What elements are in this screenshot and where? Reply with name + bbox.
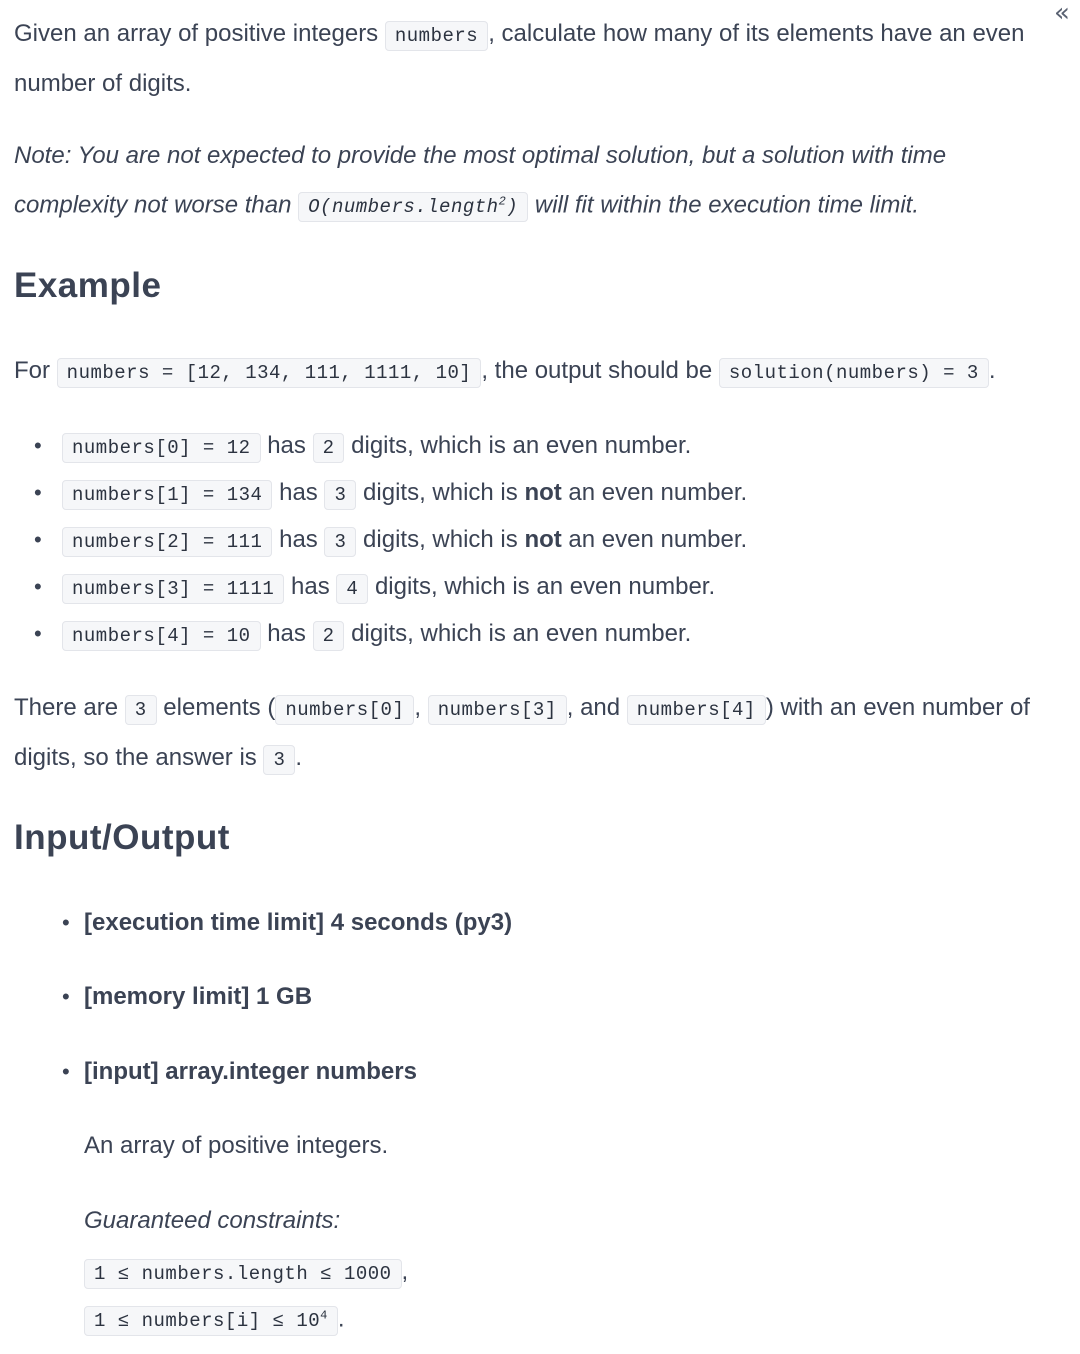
summary-text: , bbox=[414, 694, 428, 721]
example-intro bbox=[14, 347, 1080, 397]
list-item bbox=[34, 563, 1062, 610]
summary-code-answer: 3 bbox=[263, 745, 295, 775]
item-digit-count: 4 bbox=[336, 574, 368, 604]
example-output-code: solution(numbers) = 3 bbox=[719, 358, 989, 388]
summary-text: There are bbox=[14, 694, 125, 721]
item-text-end: an even number. bbox=[512, 620, 692, 647]
item-has: has bbox=[260, 620, 313, 647]
item-digit-count: 3 bbox=[324, 480, 356, 510]
constraint-values bbox=[84, 1294, 345, 1339]
bullet-icon: • bbox=[34, 480, 42, 505]
item-text: digits, which is bbox=[344, 620, 513, 647]
bullet-icon: • bbox=[34, 621, 42, 646]
item-text: digits, which is bbox=[344, 432, 513, 459]
item-bold: not bbox=[524, 479, 562, 506]
bullet-icon: • bbox=[34, 527, 42, 552]
item-expression: numbers[2] = 111 bbox=[62, 527, 272, 557]
note-paragraph bbox=[14, 132, 1044, 231]
bullet-icon: • bbox=[34, 574, 42, 599]
item-has: has bbox=[272, 526, 325, 553]
example-mid-text: , the output should be bbox=[481, 357, 719, 384]
item-has: has bbox=[284, 573, 337, 600]
example-for-text: For bbox=[14, 357, 57, 384]
summary-text: . bbox=[295, 744, 303, 771]
item-has: has bbox=[260, 432, 313, 459]
item-text: digits, which is bbox=[356, 479, 525, 506]
example-end-text: . bbox=[988, 357, 996, 384]
example-input-code: numbers = [12, 134, 111, 1111, 10] bbox=[57, 358, 482, 388]
item-expression: numbers[0] = 12 bbox=[62, 433, 261, 463]
constraints-label: Guaranteed constraints: bbox=[84, 1207, 341, 1234]
intro-text-2: , calculate how many of its elements have an even number of digits. bbox=[14, 20, 1025, 97]
constraint-code: 1 ≤ numbers.length ≤ 1000 bbox=[84, 1259, 402, 1289]
summary-text: , and bbox=[566, 694, 627, 721]
constraint-end: . bbox=[337, 1305, 345, 1333]
item-expression: numbers[4] = 10 bbox=[62, 621, 261, 651]
list-item bbox=[34, 469, 1062, 516]
item-text-end: an even number. bbox=[561, 526, 748, 553]
item-has: has bbox=[272, 479, 325, 506]
bullet-icon: • bbox=[62, 984, 70, 1009]
inline-code-numbers: numbers bbox=[385, 21, 488, 51]
summary-code-count: 3 bbox=[125, 695, 157, 725]
inline-code-complexity: O(numbers.length$^2$) bbox=[298, 192, 528, 222]
list-item bbox=[34, 422, 1062, 469]
item-text-end: an even number. bbox=[561, 479, 748, 506]
io-item-time-limit: • [execution time limit] 4 seconds (py3) bbox=[84, 907, 512, 939]
io-heading: Input/Output bbox=[14, 818, 230, 857]
note-text-2: will fit within the execution time limit. bbox=[528, 191, 919, 219]
summary-text: elements ( bbox=[156, 694, 276, 721]
input-description: An array of positive integers. bbox=[84, 1132, 389, 1159]
item-digit-count: 2 bbox=[313, 433, 345, 463]
item-text-end: an even number. bbox=[536, 573, 716, 600]
list-item bbox=[34, 516, 1062, 563]
item-text: digits, which is bbox=[356, 526, 525, 553]
double-chevron-left-icon[interactable]: « bbox=[1054, 0, 1064, 28]
intro-text-1: Given an array of positive integers bbox=[14, 20, 385, 47]
io-item-memory-limit: • [memory limit] 1 GB bbox=[84, 981, 312, 1013]
item-text: digits, which is bbox=[368, 573, 537, 600]
note-text-1: Note: You are not expected to provide the most optimal solution, but a solution with time complexity not worse than bbox=[14, 142, 947, 219]
example-heading: Example bbox=[14, 266, 162, 305]
intro-paragraph bbox=[14, 10, 1044, 107]
io-item-input: • [input] array.integer numbers bbox=[84, 1056, 417, 1088]
item-expression: numbers[1] = 134 bbox=[62, 480, 272, 510]
item-text-end: an even number. bbox=[512, 432, 692, 459]
list-item bbox=[34, 610, 1062, 657]
constraint-code: 1 ≤ numbers[i] ≤ $10^4$ bbox=[84, 1306, 338, 1336]
item-digit-count: 3 bbox=[324, 527, 356, 557]
item-bold: not bbox=[524, 526, 562, 553]
summary-code-el4: numbers[4] bbox=[627, 695, 766, 725]
example-summary bbox=[14, 684, 1074, 784]
item-digit-count: 2 bbox=[313, 621, 345, 651]
constraint-length bbox=[84, 1249, 408, 1294]
bullet-icon: • bbox=[62, 910, 70, 935]
bullet-icon: • bbox=[62, 1059, 70, 1084]
constraint-end: , bbox=[401, 1258, 409, 1285]
summary-text: ) with an even number of digits, so the answer is bbox=[14, 694, 1030, 771]
example-bullet-list bbox=[14, 422, 1062, 657]
item-expression: numbers[3] = 1111 bbox=[62, 574, 284, 604]
bullet-icon: • bbox=[34, 433, 42, 458]
summary-code-el0: numbers[0] bbox=[275, 695, 414, 725]
summary-code-el3: numbers[3] bbox=[428, 695, 567, 725]
